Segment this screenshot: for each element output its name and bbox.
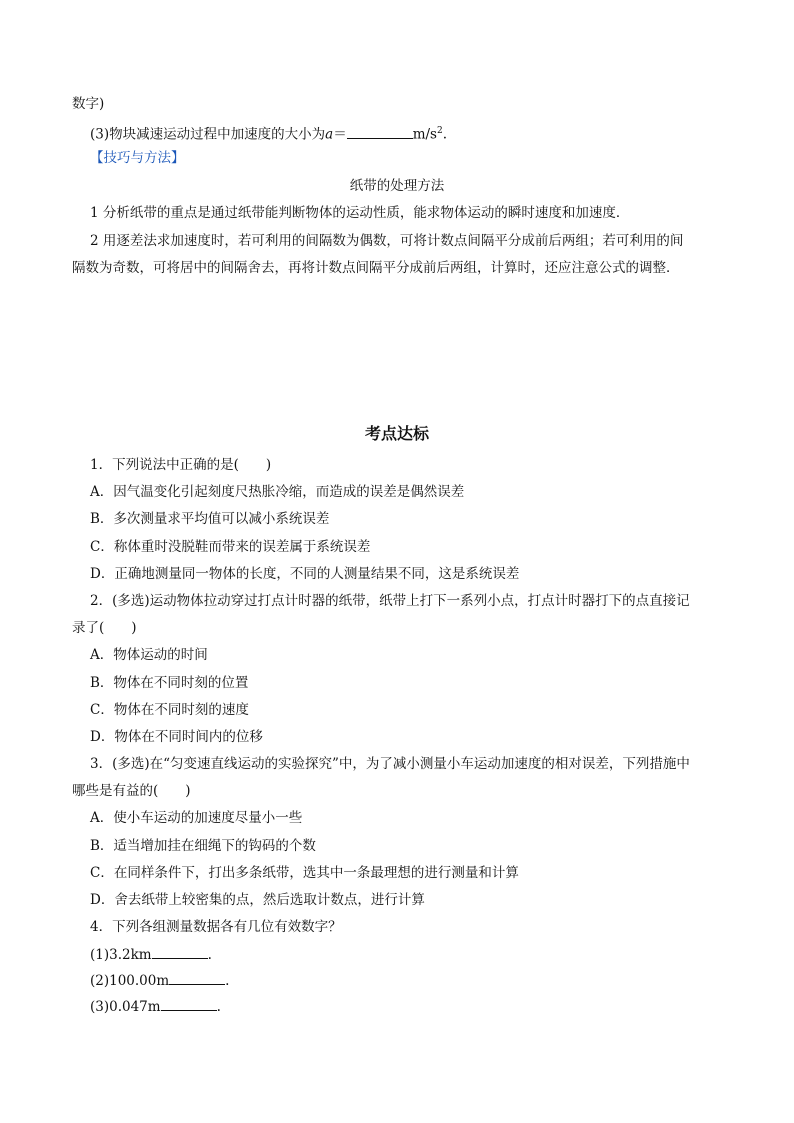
- answer-blank: [152, 944, 208, 959]
- tips-title: 纸带的处理方法: [349, 178, 445, 194]
- answer-blank: [161, 996, 217, 1011]
- q4-item-2-end: .: [225, 973, 230, 989]
- q2-option-b: B．物体在不同时刻的位置: [90, 675, 249, 691]
- q4-item-3-label: (3)0.047m: [90, 999, 161, 1015]
- q4-item-3-end: .: [216, 999, 221, 1015]
- q4-item-1-end: .: [207, 947, 212, 963]
- q2-option-c: C．物体在不同时刻的速度: [90, 702, 249, 718]
- q1-option-a: A．因气温变化引起刻度尺热胀冷缩，而造成的误差是偶然误差: [90, 484, 465, 500]
- q1-stem: 1．下列说法中正确的是( ): [90, 457, 272, 473]
- answer-blank: [169, 970, 225, 985]
- q3-option-c: C．在同样条件下，打出多条纸带，选其中一条最理想的进行测量和计算: [90, 865, 519, 881]
- q3-prefix: (3)物块减速运动过程中加速度的大小为: [90, 126, 326, 143]
- q3-unit: m/s: [412, 126, 437, 143]
- tips-header: 【技巧与方法】: [90, 150, 185, 166]
- q4-stem: 4．下列各组测量数据各有几位有效数字？: [90, 919, 342, 935]
- tip-2-line-1: 2 用逐差法求加速度时，若可利用的间隔数为偶数，可将计数点间隔平分成前后两组；若可利用的间: [90, 233, 684, 249]
- q2-stem-line-1: 2．(多选)运动物体拉动穿过打点计时器的纸带，纸带上打下一系列小点，打点计时器打下的点直接记: [90, 593, 690, 609]
- q3-eq: ＝: [333, 126, 347, 143]
- q3-acceleration-line: [90, 121, 722, 145]
- q4-item-1-label: (1)3.2km: [90, 947, 152, 963]
- q1-option-c: C．称体重时没脱鞋而带来的误差属于系统误差: [90, 539, 371, 555]
- answer-blank: [347, 124, 413, 139]
- tip-1: 1 分析纸带的重点是通过纸带能判断物体的运动性质，能求物体运动的瞬时速度和加速度．: [90, 205, 630, 221]
- q4-item-3: [90, 996, 722, 1017]
- q4-item-2-label: (2)100.00m: [90, 973, 170, 989]
- q3-option-a: A．使小车运动的加速度尽量小一些: [90, 810, 303, 826]
- q4-item-1: [90, 944, 722, 965]
- section-title: 考点达标: [364, 424, 429, 443]
- q3-option-b: B．适当增加挂在细绳下的钩码的个数: [90, 838, 316, 854]
- q3-option-d: D．舍去纸带上较密集的点，然后选取计数点，进行计算: [90, 892, 425, 908]
- q3-stem-line-1: 3．(多选)在“匀变速直线运动的实验探究”中，为了减小测量小车运动加速度的相对误差，下列措施中: [90, 756, 690, 772]
- q3-end: .: [442, 126, 447, 143]
- q2-option-d: D．物体在不同时间内的位移: [90, 729, 263, 745]
- q3-stem-line-2: 哪些是有益的( ): [72, 783, 191, 799]
- tip-2-line-2: 隔数为奇数，可将居中的间隔舍去，再将计数点间隔平分成前后两组，计算时，还应注意公式的调整．: [72, 260, 680, 276]
- continued-text: 数字): [72, 96, 105, 112]
- q1-option-d: D．正确地测量同一物体的长度，不同的人测量结果不同，这是系统误差: [90, 566, 520, 582]
- q2-stem-line-2: 录了( ): [72, 620, 137, 636]
- q3-exponent: 2: [436, 126, 443, 136]
- q2-option-a: A．物体运动的时间: [90, 647, 208, 663]
- q1-option-b: B．多次测量求平均值可以减小系统误差: [90, 511, 330, 527]
- q3-var: a: [325, 126, 334, 143]
- q4-item-2: [90, 970, 722, 991]
